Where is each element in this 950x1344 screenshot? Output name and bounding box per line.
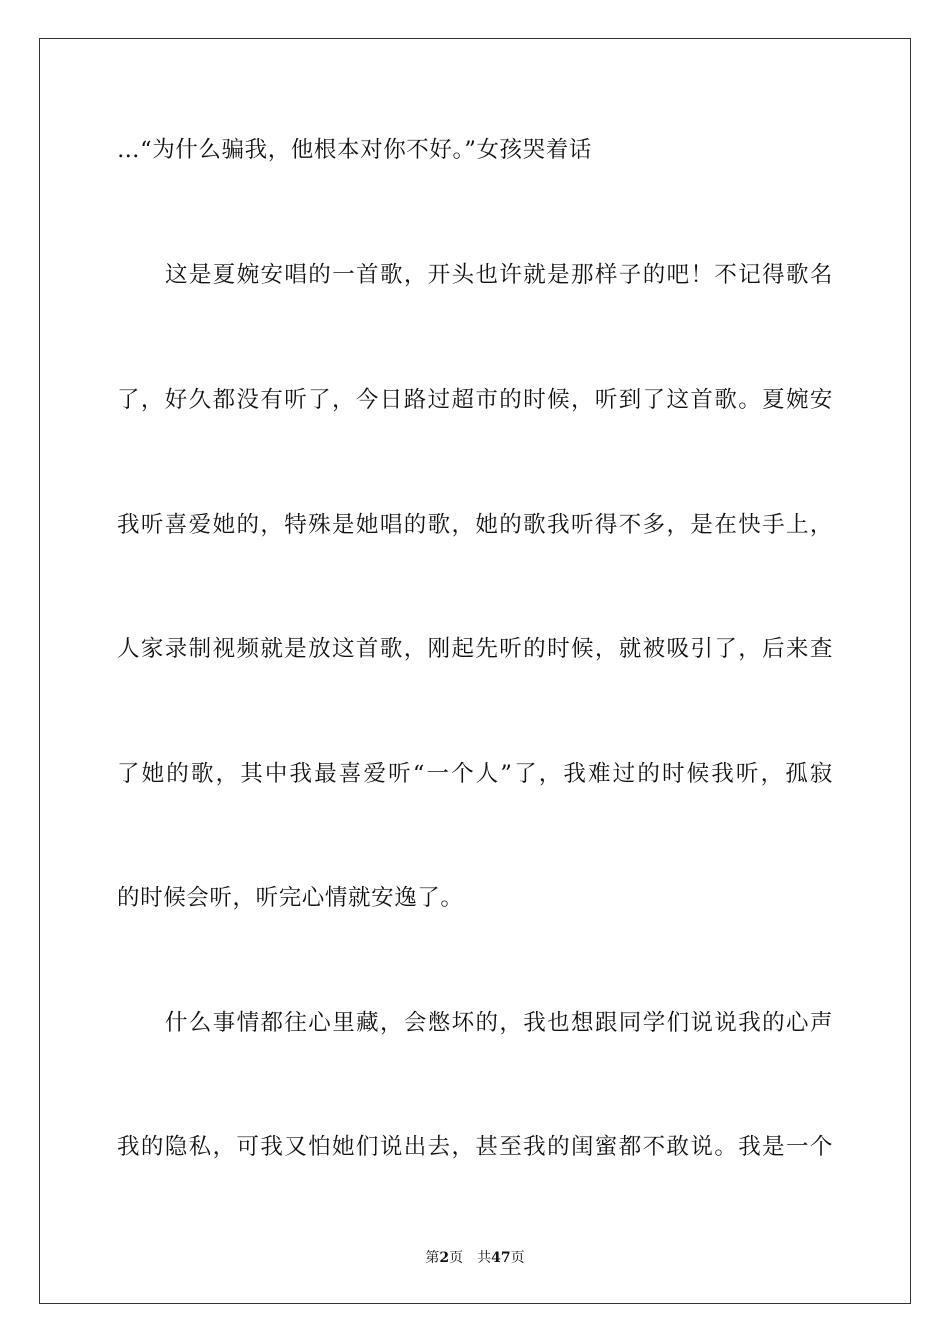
text-line-3: 了，好久都没有听了，今日路过超市的时候，听到了这首歌。夏婉安 [117, 387, 833, 413]
total-suffix: 页 [510, 1250, 525, 1266]
total-prefix: 共 [477, 1250, 492, 1266]
page-number: 2 [439, 1250, 450, 1266]
text-line-2: 这是夏婉安唱的一首歌，开头也许就是那样子的吧！不记得歌名 [165, 262, 833, 288]
total-pages: 47 [491, 1250, 511, 1266]
text-line-9: 我的隐私，可我又怕她们说出去，甚至我的闺蜜都不敢说。我是一个 [117, 1134, 833, 1160]
text-line-7: 的时候会听，听完心情就安逸了。 [117, 885, 464, 911]
text-line-6: 了她的歌，其中我最喜爱听“一个人”了，我难过的时候我听，孤寂 [117, 761, 833, 787]
text-line-4: 我听喜爱她的，特殊是她唱的歌，她的歌我听得不多，是在快手上， [117, 512, 833, 538]
text-line-5: 人家录制视频就是放这首歌，刚起先听的时候，就被吸引了，后来查 [117, 636, 833, 662]
page-footer [0, 1248, 950, 1268]
page-border [39, 38, 911, 1304]
text-line-1: …“为什么骗我，他根本对你不好。”女孩哭着话 [117, 137, 592, 163]
page-suffix: 页 [449, 1250, 464, 1266]
text-line-8: 什么事情都往心里藏，会憋坏的，我也想跟同学们说说我的心声 [165, 1010, 833, 1036]
page-prefix: 第 [425, 1250, 440, 1266]
